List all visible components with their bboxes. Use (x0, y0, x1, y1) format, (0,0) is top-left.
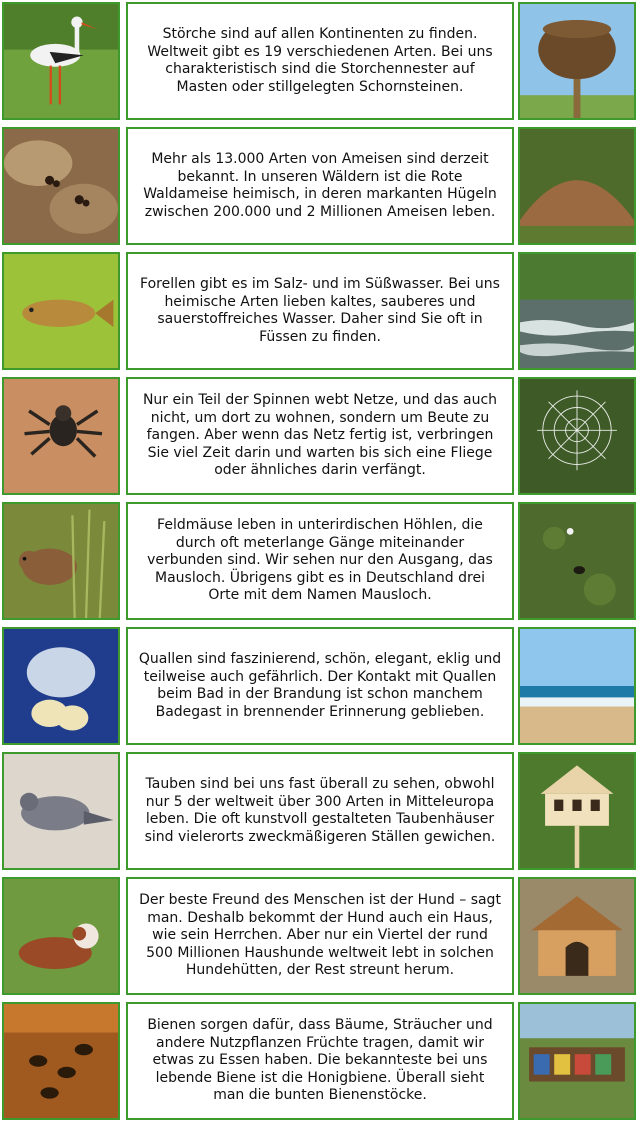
doghouse-photo (518, 877, 636, 995)
bees-photo (2, 1002, 120, 1120)
jellyfish-photo (2, 627, 120, 745)
mouse-hole-photo (518, 502, 636, 620)
text-mice: Feldmäuse leben in unterirdischen Höhlen, die durch oft meterlange Gänge miteinander verbunden sind. Wir sehen nur den Ausgang, das Mausloch. Übrigens gibt es in Deutschland drei Orte mit dem Namen Mausloch. (147, 517, 493, 604)
ants-photo (2, 127, 120, 245)
field-mouse-photo (2, 502, 120, 620)
row-dog (0, 875, 640, 997)
text-ants: Mehr als 13.000 Arten von Ameisen sind derzeit bekannt. In unseren Wäldern ist die Rote Waldameise heimisch, in deren markanten Hügeln zwischen 200.000 und 2 Millionen Ameisen leben. (143, 151, 497, 220)
row-mice (0, 500, 640, 622)
row-bees (0, 1000, 640, 1122)
text-box-jellyfish (126, 627, 514, 745)
text-box-spiders (126, 377, 514, 495)
text-box-stork (126, 2, 514, 120)
dovecote-photo (518, 752, 636, 870)
text-dog: Der beste Freund des Menschen ist der Hund – sagt man. Deshalb bekommt der Hund auch ein Haus, wie sein Herrchen. Aber nur ein Viertel der rund 500 Millionen Haushunde weltweit lebt in solchen Hundehütten, der Rest streunt herum. (139, 892, 501, 979)
beehives-photo (518, 1002, 636, 1120)
text-box-ants (126, 127, 514, 245)
text-bees: Bienen sorgen dafür, dass Bäume, Sträucher und andere Nutzpflanzen Früchte tragen, damit wir etwas zu Essen haben. Die bekannteste bei uns lebende Biene ist die Honigbiene. Überall sieht man die bunten Bienenstöcke. (147, 1017, 493, 1104)
row-ants (0, 125, 640, 247)
text-trout: Forellen gibt es im Salz- und im Süßwasser. Bei uns heimische Arten lieben kaltes, sauberes und sauerstoffreiches Wasser. Daher sind Sie oft in Füssen zu finden. (140, 276, 500, 345)
stork-photo (2, 2, 120, 120)
row-trout (0, 250, 640, 372)
row-spiders (0, 375, 640, 497)
beach-photo (518, 627, 636, 745)
stork-nest-photo (518, 2, 636, 120)
text-box-dog (126, 877, 514, 995)
row-jellyfish (0, 625, 640, 747)
row-stork (0, 0, 640, 122)
text-pigeons: Tauben sind bei uns fast überall zu sehen, obwohl nur 5 der weltweit über 300 Arten in Mitteleuropa leben. Die oft kunstvoll gestalteten Taubenhäuser sind vielerorts zweckmäßigeren Ställen gewichen. (144, 776, 496, 845)
text-spiders: Nur ein Teil der Spinnen webt Netze, und das auch nicht, um dort zu wohnen, sondern um Beute zu fangen. Aber wenn das Netz fertig ist, verbringen Sie viel Zeit darin und warten bis sich eine Fliege oder ähnliches darin verfängt. (142, 392, 498, 479)
anthill-photo (518, 127, 636, 245)
trout-photo (2, 252, 120, 370)
river-photo (518, 252, 636, 370)
text-stork: Störche sind auf allen Kontinenten zu finden. Weltweit gibt es 19 verschiedenen Arten. Bei uns charakteristisch sind die Storchennester auf Masten oder stillgelegten Schornsteinen. (147, 26, 493, 95)
text-box-bees (126, 1002, 514, 1120)
spider-photo (2, 377, 120, 495)
text-box-trout (126, 252, 514, 370)
dog-photo (2, 877, 120, 995)
spider-web-photo (518, 377, 636, 495)
text-jellyfish: Quallen sind faszinierend, schön, elegant, eklig und teilweise auch gefährlich. Der Kontakt mit Quallen beim Bad in der Brandung ist schon manchem Badegast in brennender Erinnerung geblieben. (138, 651, 502, 720)
row-pigeons (0, 750, 640, 872)
text-box-pigeons (126, 752, 514, 870)
text-box-mice (126, 502, 514, 620)
pigeon-photo (2, 752, 120, 870)
